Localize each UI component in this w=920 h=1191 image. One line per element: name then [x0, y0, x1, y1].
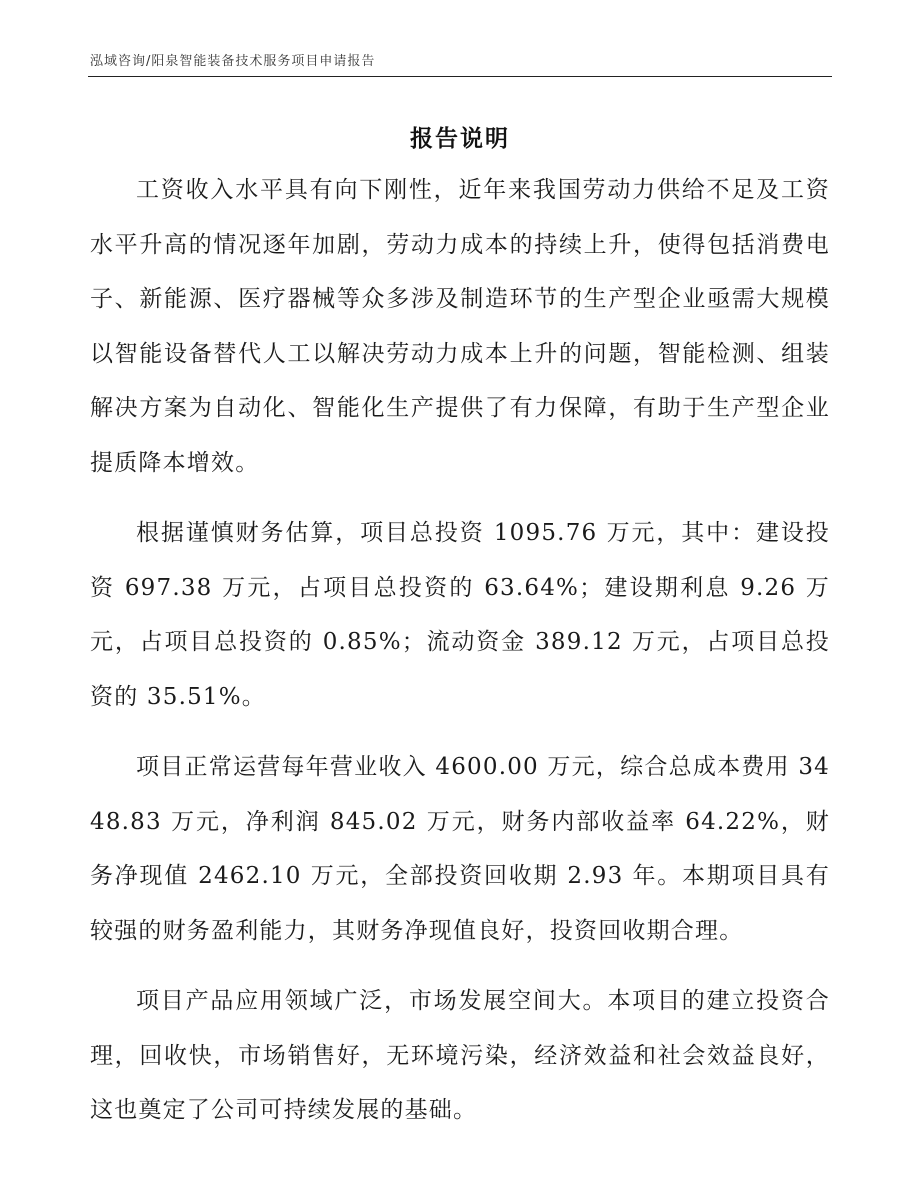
paragraph-2: 根据谨慎财务估算，项目总投资 1095.76 万元，其中：建设投资 697.38 万元，占项目总投资的 63.64%；建设期利息 9.26 万元，占项目总投资的 0.85%；流动资金 389.12 万元，占项目总投资的 35.51%。 [90, 520, 830, 710]
header-divider [88, 76, 832, 77]
document-body [90, 163, 830, 1154]
paragraph-3: 项目正常运营每年营业收入 4600.00 万元，综合总成本费用 3448.83 万元，净利润 845.02 万元，财务内部收益率 64.22%，财务净现值 2462.10 万元，全部投资回收期 2.93 年。本期项目具有较强的财务盈利能力，其财务净现值良好，投资回收期合理。 [90, 754, 830, 944]
paragraph-4: 项目产品应用领域广泛，市场发展空间大。本项目的建立投资合理，回收快，市场销售好，无环境污染，经济效益和社会效益良好，这也奠定了公司可持续发展的基础。 [90, 988, 830, 1123]
page-title: 报告说明 [410, 126, 510, 152]
running-header: 泓域咨询/阳泉智能装备技术服务项目申请报告 [90, 54, 376, 69]
paragraph-1: 工资收入水平具有向下刚性，近年来我国劳动力供给不足及工资水平升高的情况逐年加剧，劳动力成本的持续上升，使得包括消费电子、新能源、医疗器械等众多涉及制造环节的生产型企业亟需大规模以智能设备替代人工以解决劳动力成本上升的问题，智能检测、组装解决方案为自动化、智能化生产提供了有力保障，有助于生产型企业提质降本增效。 [90, 177, 830, 476]
